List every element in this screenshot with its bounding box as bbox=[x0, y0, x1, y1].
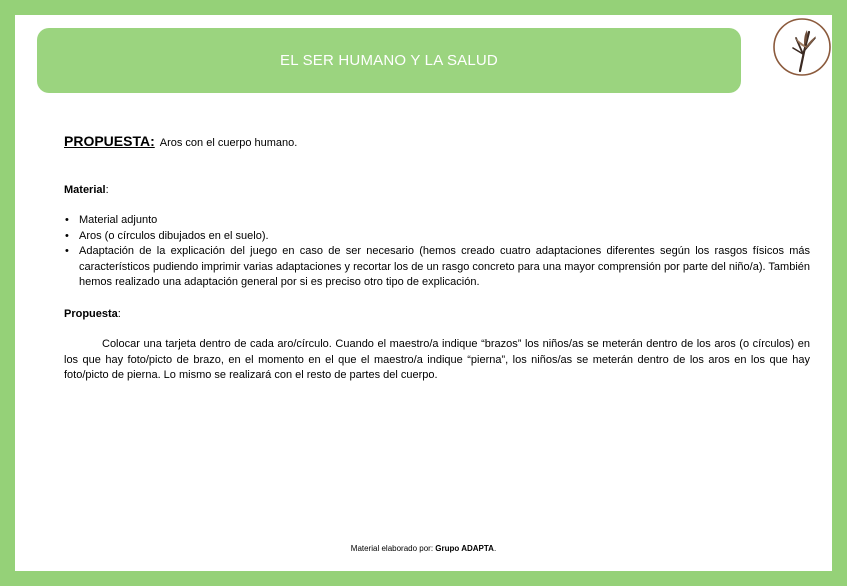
propuesta-heading: PROPUESTA: bbox=[64, 133, 155, 149]
title-banner bbox=[37, 28, 741, 93]
footer-suffix: . bbox=[493, 544, 497, 553]
footer-author: Grupo ADAPTA bbox=[435, 544, 494, 553]
hand-leaf-logo-icon bbox=[771, 16, 833, 78]
proposal-body: Colocar una tarjeta dentro de cada aro/círculo. Cuando el maestro/a indique “brazos” los niños/as se meterán dentro de los aros (o círculos) en los que hay foto/picto de brazo, en el momento en el que el maestro/a indique “pierna”, los niños/as se meterán dentro de los aros en los que hay foto/picto de pierna. Lo mismo se realizará con el resto de partes del cuerpo. bbox=[64, 338, 810, 381]
propuesta-text: Aros con el cuerpo humano. bbox=[159, 137, 298, 149]
bullet-icon: • bbox=[65, 229, 69, 242]
footer-prefix: Material elaborado por: bbox=[350, 544, 436, 553]
material-list bbox=[64, 213, 810, 291]
list-item-text: Aros (o círculos dibujados en el suelo). bbox=[79, 229, 269, 242]
material-colon: : bbox=[105, 183, 109, 196]
material-heading bbox=[64, 183, 810, 199]
list-item bbox=[64, 213, 810, 229]
bullet-icon: • bbox=[65, 214, 69, 226]
proposal-label: Propuesta bbox=[64, 307, 118, 320]
propuesta-line bbox=[64, 134, 810, 152]
list-item-text: Material adjunto bbox=[79, 214, 158, 226]
list-item-text: Adaptación de la explicación del juego en caso de ser necesario (hemos creado cuatro adaptaciones diferentes según los rasgos físicos más característicos pudiendo imprimir varias adaptaciones y recortar los de un rasgo concreto para una mayor comprensión por parte del niño/a). También hemos realizado una adaptación general por si es preciso otro tipo de explicación. bbox=[79, 245, 810, 288]
page-title: EL SER HUMANO Y LA SALUD bbox=[280, 52, 498, 69]
document-page bbox=[15, 15, 832, 571]
material-label: Material bbox=[64, 183, 106, 196]
proposal-heading bbox=[64, 307, 810, 323]
footer-credit bbox=[0, 544, 847, 553]
document-content bbox=[64, 134, 810, 384]
bullet-icon: • bbox=[65, 245, 69, 257]
proposal-colon: : bbox=[117, 307, 121, 320]
list-item bbox=[64, 244, 810, 291]
list-item bbox=[64, 229, 810, 245]
